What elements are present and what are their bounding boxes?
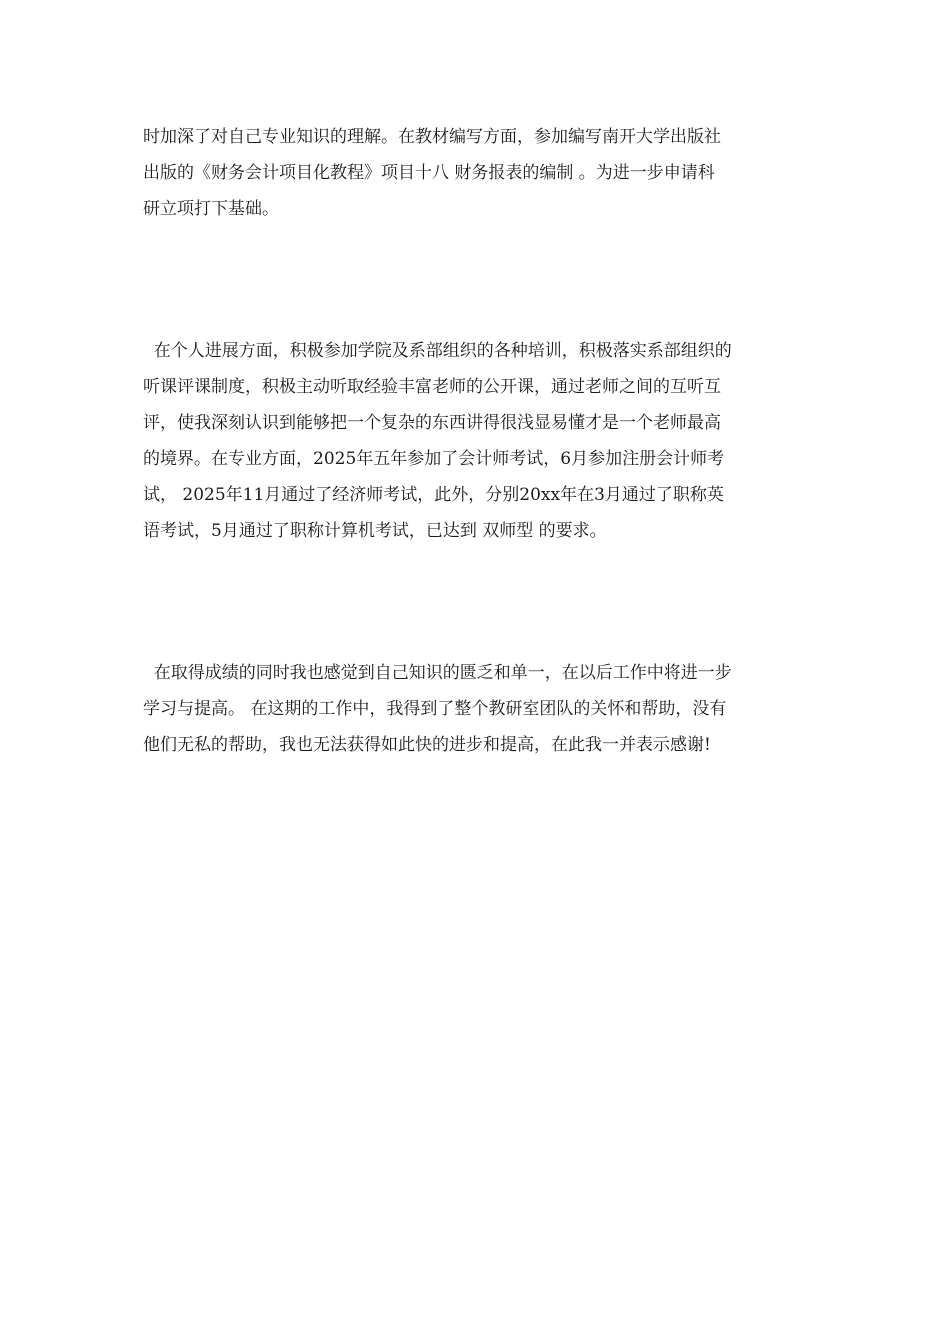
paragraph-teaching-materials (143, 119, 809, 227)
text-line: 在取得成绩的同时我也感觉到自己知识的匮乏和单一，在以后工作中将进一步 (143, 663, 732, 683)
text-line: 听课评课制度，积极主动听取经验丰富老师的公开课，通过老师之间的互听互 (143, 377, 721, 397)
paragraph-personal-development (143, 333, 809, 549)
text-line: 学习与提高。 在这期的工作中，我得到了整个教研室团队的关怀和帮助，没有 (143, 699, 727, 719)
text-line: 研立项打下基础。 (143, 199, 279, 219)
paragraph-acknowledgement (143, 655, 809, 763)
text-line: 评，使我深刻认识到能够把一个复杂的东西讲得很浅显易懂才是一个老师最高 (143, 413, 721, 433)
text-line: 的境界。在专业方面，2025年五年参加了会计师考试，6月参加注册会计师考 (143, 449, 725, 469)
text-line: 在个人进展方面，积极参加学院及系部组织的各种培训，积极落实系部组织的 (143, 341, 732, 361)
text-line: 时加深了对自己专业知识的理解。在教材编写方面，参加编写南开大学出版社 (143, 127, 721, 147)
text-line: 他们无私的帮助，我也无法获得如此快的进步和提高，在此我一并表示感谢! (143, 735, 711, 755)
text-line: 出版的《财务会计项目化教程》项目十八 财务报表的编制 。为进一步申请科 (143, 163, 715, 183)
text-line: 语考试，5月通过了职称计算机考试，已达到 双师型 的要求。 (143, 521, 607, 541)
text-line: 试， 2025年11月通过了经济师考试，此外，分别20xx年在3月通过了职称英 (143, 485, 724, 505)
